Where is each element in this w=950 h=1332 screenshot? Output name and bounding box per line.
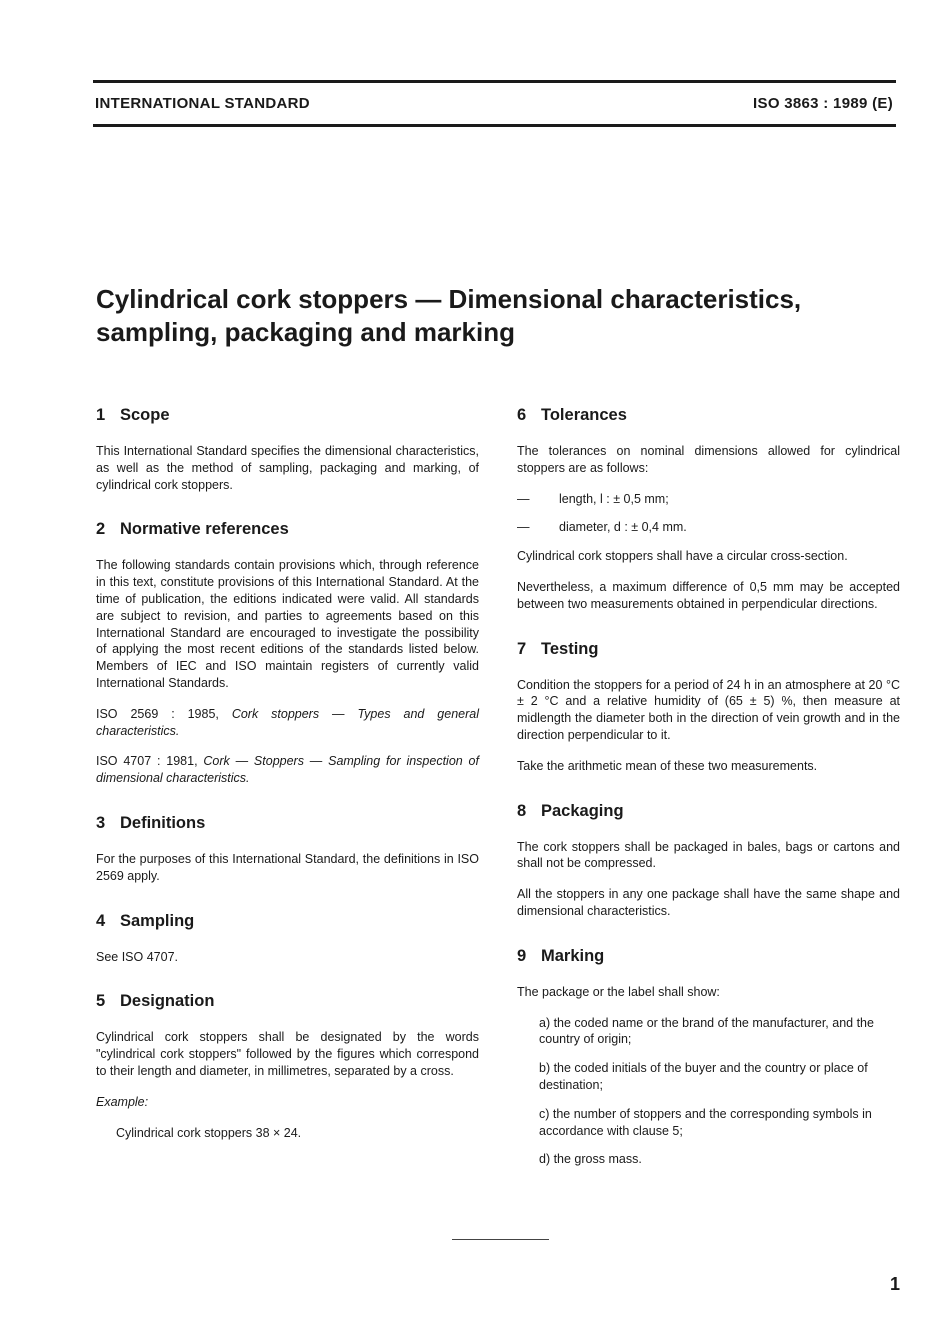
header-bottom-rule: [93, 124, 896, 127]
list-item: b) the coded initials of the buyer and the country or place of destination;: [539, 1061, 868, 1092]
section-tolerances: [517, 405, 900, 613]
section-testing: [517, 639, 900, 775]
example-text: Cylindrical cork stoppers 38 × 24.: [116, 1125, 302, 1140]
section-heading: 6 Tolerances: [517, 406, 627, 424]
section-text: For the purposes of this International Standard, the definitions in ISO 2569 apply.: [96, 851, 479, 883]
section-heading: 1 Scope: [96, 406, 170, 424]
section-definitions: [96, 813, 479, 885]
reference-iso-4707: ISO 4707 : 1981, Cork — Stoppers — Sampling for inspection of dimensional characteristics.: [96, 754, 479, 786]
section-heading: 2 Normative references: [96, 520, 289, 539]
section-heading: 9 Marking: [517, 946, 605, 965]
title-line-1: Cylindrical cork stoppers — Dimensional characteristics,: [96, 284, 802, 314]
section-heading: 3 Definitions: [96, 813, 206, 832]
section-text: The following standards contain provisions which, through reference in this text, constitute provisions of this International Standard. At the time of publication, the editions indicated were valid. All standards are subject to revision, and parties to agreements based on this International Standard are encouraged to investigate the possibility of applying the most recent editions of the standards listed below. Members of IEC and ISO maintain registers of currently valid International Standards.: [96, 558, 479, 690]
section-heading: 8 Packaging: [517, 801, 624, 820]
section-text: Cylindrical cork stoppers shall have a circular cross-section.: [517, 549, 848, 564]
header-top-rule: [93, 80, 896, 83]
right-column: [517, 405, 900, 1180]
section-text: Condition the stoppers for a period of 24 h in an atmosphere at 20 °C ± 2 °C and a relative humidity of (65 ± 5) %, then measure at midlength the diameter both in the direction of vein growth and in the direction perpendicular to it.: [517, 677, 900, 742]
standard-number: ISO 3863 : 1989 (E): [753, 95, 893, 112]
left-column: [96, 405, 479, 1155]
section-text: Nevertheless, a maximum difference of 0,5 mm may be accepted between two measurements obtained in perpendicular directions.: [517, 579, 900, 611]
section-designation: [96, 991, 479, 1141]
page-number: 1: [889, 1274, 900, 1294]
section-heading: 7 Testing: [517, 639, 599, 658]
document-type: INTERNATIONAL STANDARD: [95, 95, 310, 112]
section-marking: [517, 946, 900, 1168]
section-text: This International Standard specifies the dimensional characteristics, as well as the method of sampling, packaging and marking, of cylindrical cork stoppers.: [96, 444, 479, 492]
section-text: See ISO 4707.: [96, 949, 179, 964]
list-item: c) the number of stoppers and the corresponding symbols in accordance with clause 5;: [539, 1106, 872, 1138]
footer-rule: [452, 1239, 549, 1240]
section-sampling: [96, 911, 479, 966]
section-text: All the stoppers in any one package shall have the same shape and dimensional characteristics.: [517, 887, 900, 918]
example-label: Example:: [96, 1094, 149, 1109]
title-line-2: sampling, packaging and marking: [96, 317, 515, 347]
section-scope: [96, 405, 479, 493]
section-heading: 5 Designation: [96, 992, 215, 1011]
section-text: Take the arithmetic mean of these two measurements.: [517, 758, 818, 773]
section-heading: 4 Sampling: [96, 911, 195, 930]
section-normative-references: [96, 519, 479, 787]
list-item: a) the coded name or the brand of the manufacturer, and the country of origin;: [539, 1015, 874, 1047]
section-text: The package or the label shall show:: [517, 984, 720, 999]
list-item: d) the gross mass.: [539, 1152, 642, 1167]
list-item: — length, l : ± 0,5 mm;: [517, 491, 669, 506]
section-text: The cork stoppers shall be packaged in bales, bags or cartons and shall not be compressed.: [517, 839, 900, 871]
section-packaging: [517, 801, 900, 920]
section-text: Cylindrical cork stoppers shall be designated by the words "cylindrical cork stoppers" followed by the figures which correspond to their length and diameter, in millimetres, separated by a cross.: [96, 1030, 479, 1078]
list-item: — diameter, d : ± 0,4 mm.: [517, 520, 687, 535]
reference-iso-2569: ISO 2569 : 1985, Cork stoppers — Types and general characteristics.: [96, 706, 479, 738]
document-title: [96, 283, 896, 349]
section-text: The tolerances on nominal dimensions allowed for cylindrical stoppers are as follows:: [517, 444, 900, 475]
